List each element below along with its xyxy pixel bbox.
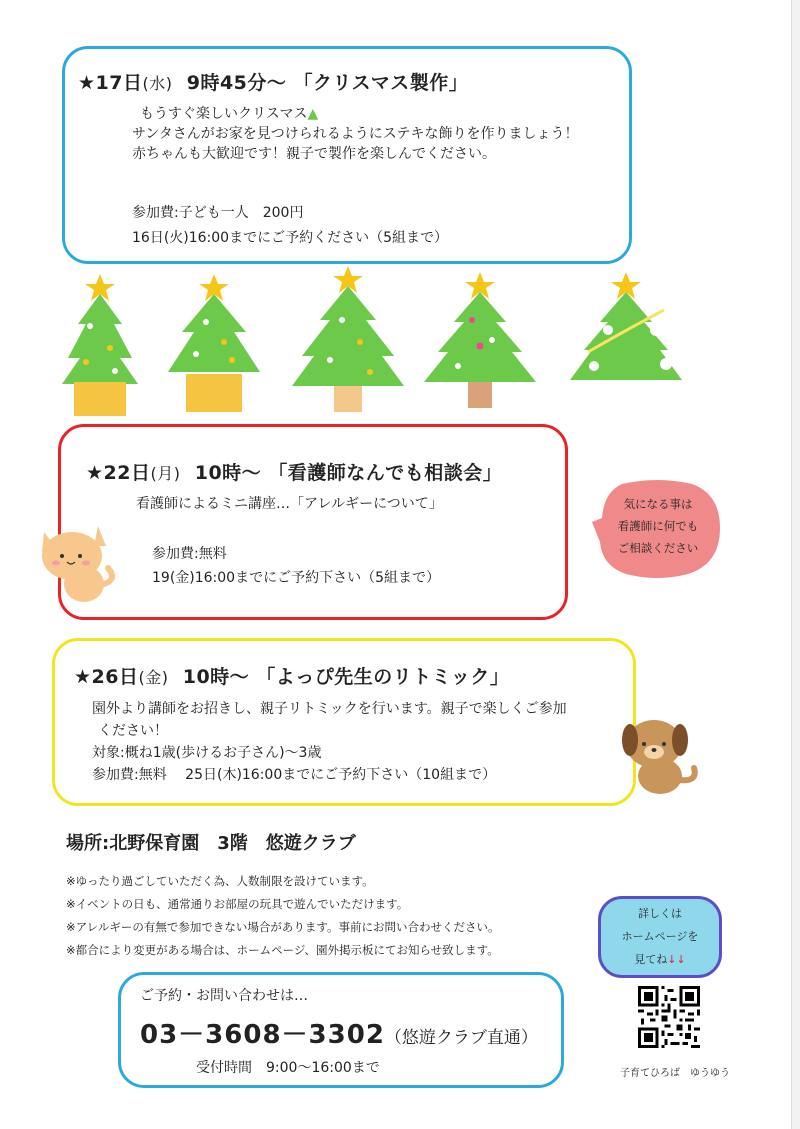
dog-icon — [614, 710, 704, 800]
christmas-tree-icon — [568, 270, 684, 390]
contact-label: ご予約・お問い合わせは… — [140, 988, 308, 1004]
christmas-tree-icon — [60, 266, 140, 416]
page-edge — [791, 0, 800, 1129]
christmas-tree-icon — [422, 270, 538, 410]
notes-list — [66, 870, 499, 962]
event-1-deadline: 16日(火)16:00までにご予約ください（5組まで） — [132, 230, 448, 246]
cat-icon — [36, 518, 122, 606]
event-1-fee: 参加費:子ども一人 200円 — [132, 205, 304, 221]
event-3-description: 園外より講師をお招きし、親子リトミックを行います。親子で楽しくご参加 ください！ 対象:概ね1歳(歩けるお子さん)～3歳 参加費:無料 25日(木)16:00までにご予約下さい（10組まで） — [92, 701, 567, 783]
note-speech-text: 気になる事は 看護師に何でも ご相談ください — [617, 497, 699, 555]
event-1-description: もうすぐ楽しいクリスマス▲ サンタさんがお家を見つけられるようにステキな飾りを作りましょう！ 赤ちゃんも大歓迎です！親子で製作を楽しんでください。 — [132, 106, 579, 162]
small-tree-icon: ▲ — [307, 106, 319, 122]
event-1-title: ★17日(水) 9時45分～ 「クリスマス製作」 — [78, 72, 469, 94]
contact-hours: 受付時間 9:00～16:00まで — [196, 1060, 380, 1076]
venue-text: 場所:北野保育園 3階 悠遊クラブ — [66, 833, 356, 854]
event-2-deadline: 19(金)16:00までにご予約下さい（5組まで） — [152, 570, 440, 586]
event-2-title: ★22日(月) 10時～ 「看護師なんでも相談会」 — [86, 462, 503, 484]
note-item: ※イベントの日も、通常通りお部屋の玩具で遊んでいただけます。 — [66, 897, 409, 911]
note-item: ※都合により変更がある場合は、ホームページ、園外掲示板にてお知らせ致します。 — [66, 943, 499, 957]
event-3-title: ★26日(金) 10時～ 「よっぴ先生のリトミック」 — [74, 666, 510, 688]
event-2-fee: 参加費:無料 — [152, 546, 227, 562]
note-item: ※アレルギーの有無で参加できない場合があります。事前にお問い合わせください。 — [66, 920, 500, 934]
christmas-tree-icon — [166, 272, 262, 414]
homepage-bubble-text: 詳しくは ホームページを 見てね↓↓ — [621, 907, 699, 966]
note-item: ※ゆったり過ごしていただく為、人数制限を設けています。 — [66, 874, 374, 888]
contact-phone: 03－3608－3302（悠遊クラブ直通） — [140, 1020, 538, 1050]
christmas-tree-icon — [290, 264, 406, 414]
event-2-description: 看護師によるミニ講座…「アレルギーについて」 — [136, 496, 443, 512]
event-2-box — [58, 424, 568, 620]
down-arrow-icon: ↓↓ — [667, 953, 686, 966]
qr-caption: 子育てひろば ゆうゆう — [620, 1068, 730, 1079]
qr-code[interactable] — [638, 986, 700, 1048]
